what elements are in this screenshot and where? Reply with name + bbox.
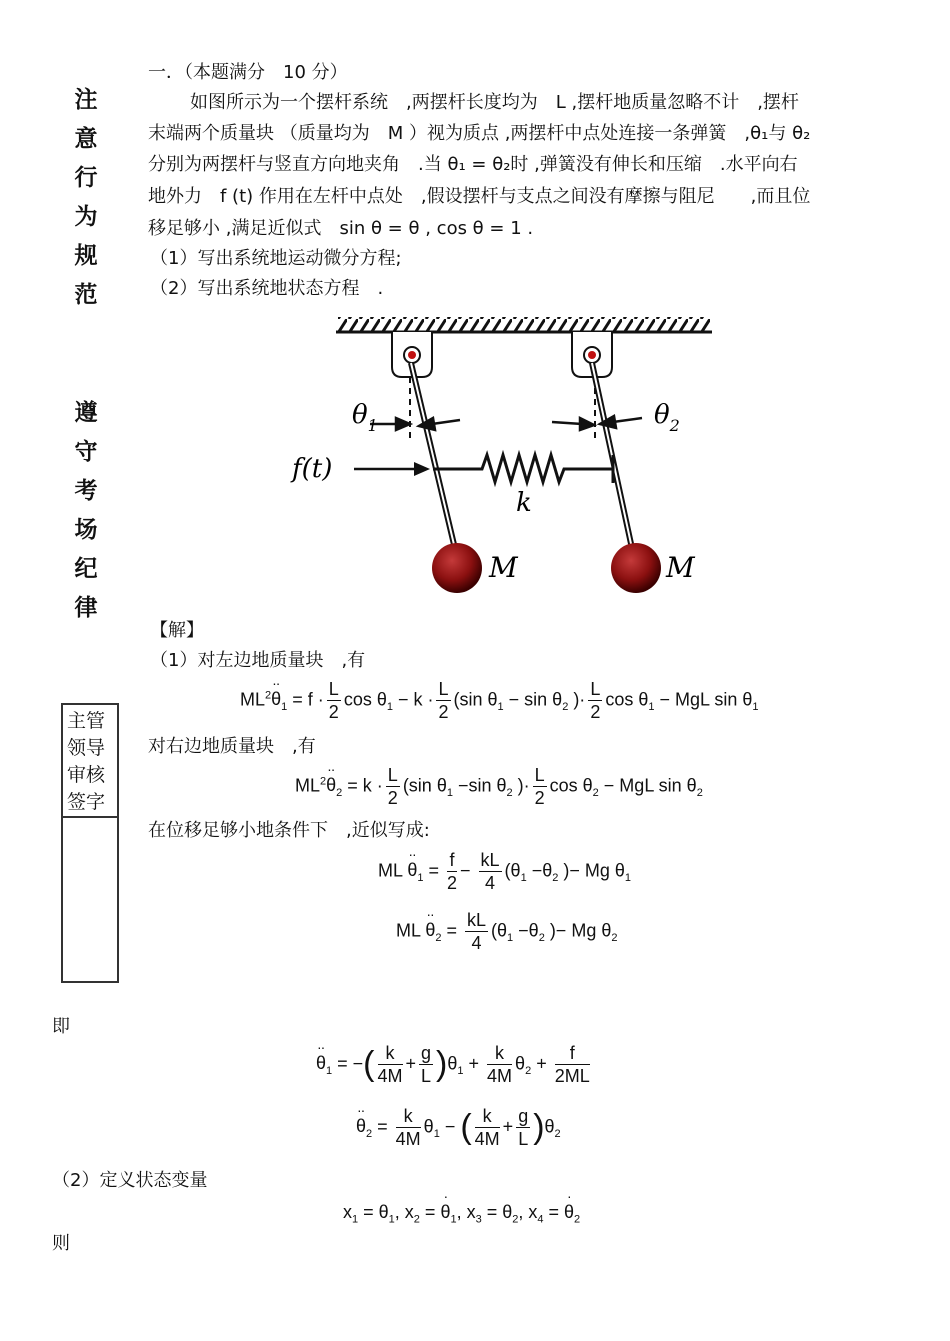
solution-step-1: （1）对左边地质量块 ,有: [150, 650, 366, 671]
sidebar-notice-1-char: 范: [74, 281, 98, 308]
problem-line-2: 末端两个质量块 （质量均为 M ）视为质点 ,两摆杆中点处连接一条弹簧 ,θ₁与 θ₂: [148, 123, 811, 144]
solution-step-4: （2）定义状态变量: [52, 1170, 208, 1191]
problem-header: 一．（本题满分 10 分）: [148, 62, 348, 83]
equation-left-mass: $ML^2\cdot\cdot \theta_1 = f$ · $\frac{L}{2}$ $\cos \theta_1 - k$ · $\frac{L}{2}$ (sin $\theta_1 - \sin \theta_2$ )· $\frac{L}{2}$ $\cos \theta_1$ − MgL $\sin \theta_1$: [240, 678, 759, 723]
left-mass: [432, 543, 482, 593]
ceiling: [336, 317, 712, 332]
solution-heading: 【解】: [150, 620, 204, 641]
signature-box-label-char: 审核: [67, 764, 106, 786]
signature-box-label-char: 签字: [67, 791, 106, 813]
theta2-arrows: [552, 416, 642, 430]
solution-ze: 则: [52, 1233, 70, 1254]
signature-box-label-char: 主管: [67, 710, 106, 732]
right-mass: [611, 543, 661, 593]
equation-state-variables: $x_1 = \theta_1$, $x_2$ = · $\theta_1$, $x_3 = \theta_2$, $x_4$ = · $\theta_2$: [343, 1202, 580, 1226]
theta1-label: $\theta_1$: [352, 400, 378, 435]
sidebar-notice-2-char: 考: [74, 477, 98, 504]
sidebar-notice-2-char: 纪: [74, 555, 98, 582]
right-mass-label: M: [666, 551, 695, 584]
question-2: （2）写出系统地状态方程 .: [150, 278, 384, 299]
signature-box-label-char: 领导: [67, 737, 106, 759]
sidebar-notice-2: [70, 393, 102, 627]
theta2-label: $\theta_2$: [654, 400, 680, 435]
sidebar-notice-1-char: 规: [74, 242, 98, 269]
spring: [433, 455, 613, 483]
question-1: （1）写出系统地运动微分方程;: [150, 248, 402, 269]
equation-right-mass: $ML^2\cdot\cdot \theta_2 = k$ · $\frac{L}{2}$ (sin $\theta_1 -\sin$ $\theta_2$ )· $\frac{L}{2}$ $\cos \theta_2$ − MgL $\sin \theta_2$: [295, 764, 703, 809]
sidebar-notice-1-char: 注: [74, 86, 98, 113]
pendulum-figure: [270, 305, 770, 615]
equation-approx-1: ML ·· $\theta_1$ = $\frac{f}{2}$ − $\frac{kL}{4}$ ($\theta_1 -\theta_2$ )− Mg $\theta_1$: [378, 849, 631, 894]
equation-theta2-ddot: ·· $\theta_2$ = $\frac{k}{4M}$ $\theta_1$ − ( $\frac{k}{4M}$ + $\frac{g}{L}$ )$\theta_2$: [356, 1105, 561, 1150]
solution-ji: 即: [52, 1016, 70, 1037]
sidebar-notice-2-char: 遵: [74, 399, 98, 426]
solution-step-3: 在位移足够小地条件下 ,近似写成:: [148, 820, 430, 841]
sidebar-notice-2-char: 场: [74, 516, 98, 543]
force-arrow: [354, 462, 430, 476]
signature-box-label: [63, 705, 117, 818]
sidebar-notice-1-char: 意: [74, 125, 98, 152]
equation-theta1-ddot: ·· $\theta_1$ = −( $\frac{k}{4M}$ + $\frac{g}{L}$ )$\theta_1$ + $\frac{k}{4M}$ $\theta_2$ + $\frac{f}{2ML}$: [316, 1042, 593, 1087]
left-rod: [411, 363, 456, 553]
solution-step-2: 对右边地质量块 ,有: [148, 736, 316, 757]
force-label: f(t): [292, 454, 333, 484]
theta1-arrows: [370, 418, 460, 430]
sidebar-notice-1-char: 为: [74, 203, 98, 230]
signature-box: [61, 703, 119, 983]
sidebar-notice-2-char: 守: [74, 438, 98, 465]
spring-label: k: [516, 488, 532, 518]
sidebar-notice-1: [70, 80, 102, 314]
left-mass-label: M: [489, 551, 518, 584]
problem-line-1: 如图所示为一个摆杆系统 ,两摆杆长度均为 L ,摆杆地质量忽略不计 ,摆杆: [190, 92, 799, 113]
problem-line-4: 地外力 f (t) 作用在左杆中点处 ,假设摆杆与支点之间没有摩擦与阻尼 ,而且位: [148, 186, 811, 207]
problem-line-3: 分别为两摆杆与竖直方向地夹角 .当 θ₁ = θ₂时 ,弹簧没有伸长和压缩 .水平向右: [148, 154, 798, 175]
equation-approx-2: ML ·· $\theta_2$ = $\frac{kL}{4}$ ($\theta_1 -\theta_2$ )− Mg $\theta_2$: [396, 909, 617, 954]
problem-line-5: 移足够小 ,满足近似式 sin θ = θ , cos θ = 1 .: [148, 218, 534, 239]
sidebar-notice-1-char: 行: [74, 164, 98, 191]
sidebar-notice-2-char: 律: [74, 594, 98, 621]
